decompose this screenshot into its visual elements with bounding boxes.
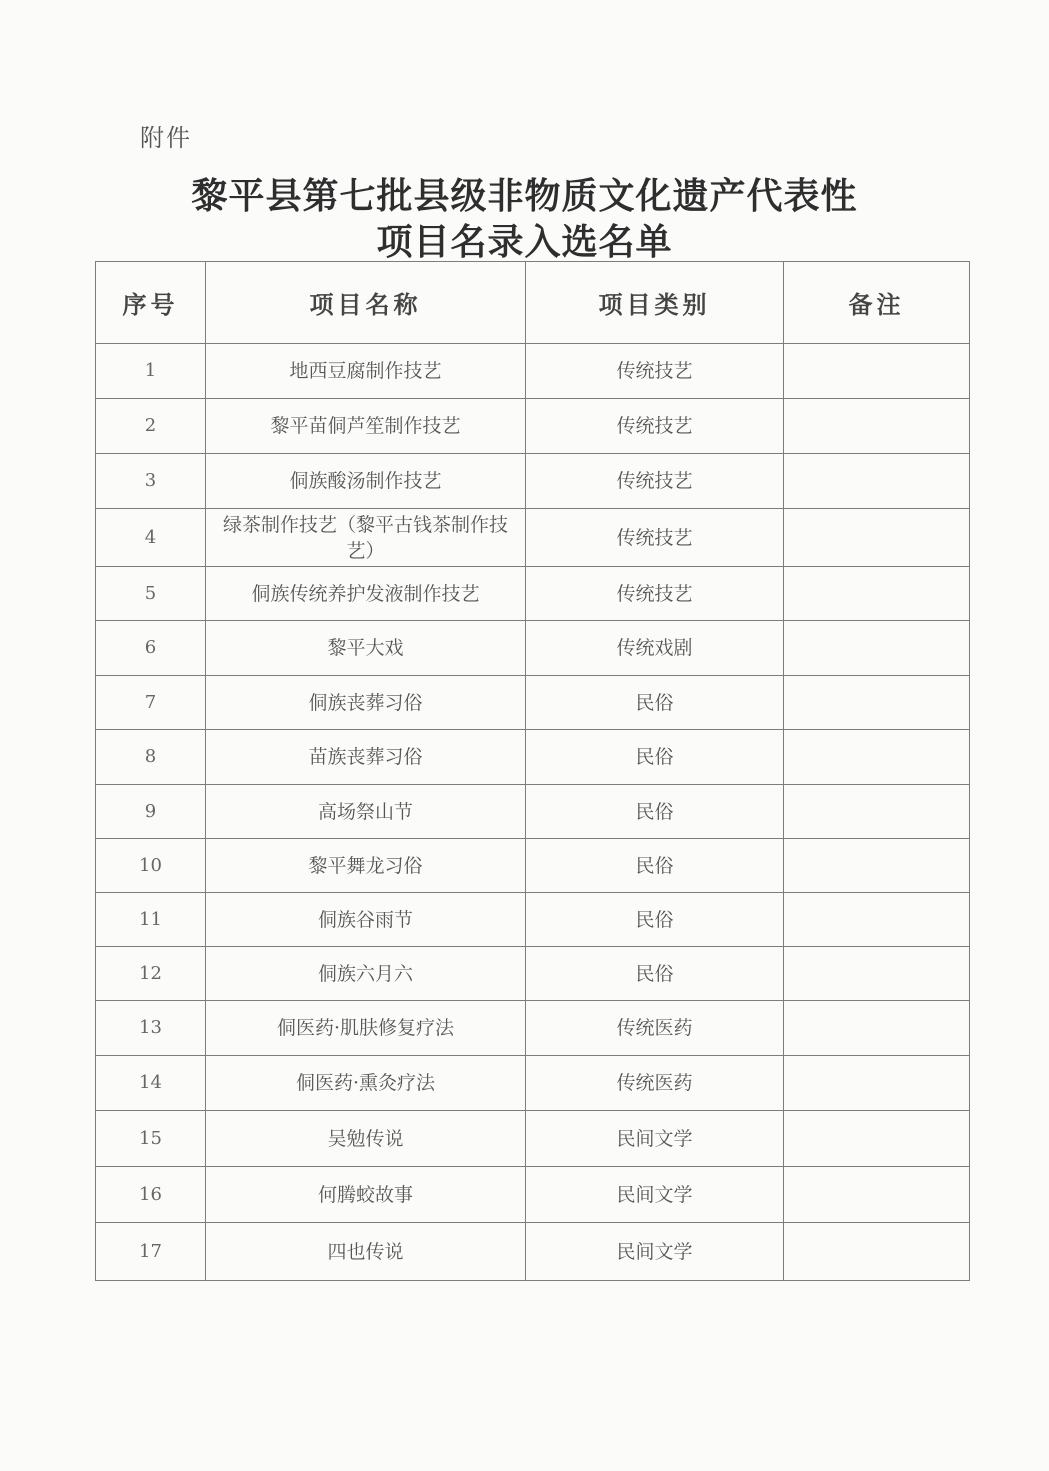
header-project-category: 项目类别 — [526, 262, 784, 344]
table-row — [96, 454, 970, 509]
row-project-category: 传统技艺 — [526, 567, 784, 621]
table-body — [96, 344, 970, 1281]
row-remarks — [784, 839, 970, 893]
row-project-category: 民俗 — [526, 839, 784, 893]
row-project-name: 绿茶制作技艺（黎平古钱茶制作技艺） — [206, 509, 526, 567]
row-project-name: 侗族谷雨节 — [206, 893, 526, 947]
row-serial-number: 4 — [96, 509, 206, 567]
row-project-name: 黎平苗侗芦笙制作技艺 — [206, 399, 526, 454]
row-remarks — [784, 1001, 970, 1056]
row-serial-number: 2 — [96, 399, 206, 454]
row-project-name: 侗族六月六 — [206, 947, 526, 1001]
row-remarks — [784, 730, 970, 785]
table-row — [96, 839, 970, 893]
row-project-category: 传统技艺 — [526, 344, 784, 399]
row-project-category: 传统技艺 — [526, 509, 784, 567]
table-row — [96, 1111, 970, 1167]
row-remarks — [784, 454, 970, 509]
table-header-row — [96, 262, 970, 344]
row-project-name: 侗医药·肌肤修复疗法 — [206, 1001, 526, 1056]
row-project-name: 高场祭山节 — [206, 785, 526, 839]
row-remarks — [784, 1223, 970, 1281]
row-serial-number: 7 — [96, 676, 206, 730]
table-row — [96, 567, 970, 621]
row-project-category: 民间文学 — [526, 1223, 784, 1281]
row-project-category: 民俗 — [526, 893, 784, 947]
row-serial-number: 9 — [96, 785, 206, 839]
row-remarks — [784, 676, 970, 730]
table-row — [96, 676, 970, 730]
row-remarks — [784, 1056, 970, 1111]
table-row — [96, 730, 970, 785]
row-serial-number: 6 — [96, 621, 206, 676]
row-serial-number: 10 — [96, 839, 206, 893]
row-remarks — [784, 567, 970, 621]
row-project-name: 侗医药·熏灸疗法 — [206, 1056, 526, 1111]
row-remarks — [784, 399, 970, 454]
document-title-line2: 项目名录入选名单 — [376, 221, 673, 263]
row-project-name: 吴勉传说 — [206, 1111, 526, 1167]
row-serial-number: 12 — [96, 947, 206, 1001]
table-row — [96, 893, 970, 947]
row-project-category: 传统技艺 — [526, 454, 784, 509]
row-project-name: 地西豆腐制作技艺 — [206, 344, 526, 399]
row-project-category: 传统医药 — [526, 1001, 784, 1056]
row-remarks — [784, 1167, 970, 1223]
row-project-name: 苗族丧葬习俗 — [206, 730, 526, 785]
row-project-category: 传统戏剧 — [526, 621, 784, 676]
row-remarks — [784, 344, 970, 399]
row-project-name: 黎平舞龙习俗 — [206, 839, 526, 893]
table-row — [96, 344, 970, 399]
table-row — [96, 509, 970, 567]
table-row — [96, 1223, 970, 1281]
row-remarks — [784, 621, 970, 676]
row-project-name: 四也传说 — [206, 1223, 526, 1281]
row-project-name: 侗族丧葬习俗 — [206, 676, 526, 730]
row-serial-number: 17 — [96, 1223, 206, 1281]
row-remarks — [784, 785, 970, 839]
header-project-name: 项目名称 — [206, 262, 526, 344]
row-remarks — [784, 947, 970, 1001]
row-serial-number: 1 — [96, 344, 206, 399]
document-title-line1: 黎平县第七批县级非物质文化遗产代表性 — [191, 175, 858, 217]
row-serial-number: 11 — [96, 893, 206, 947]
row-serial-number: 13 — [96, 1001, 206, 1056]
row-serial-number: 3 — [96, 454, 206, 509]
row-project-category: 民俗 — [526, 730, 784, 785]
row-serial-number: 14 — [96, 1056, 206, 1111]
table-row — [96, 399, 970, 454]
table-row — [96, 785, 970, 839]
header-remarks: 备注 — [784, 262, 970, 344]
row-remarks — [784, 893, 970, 947]
row-remarks — [784, 1111, 970, 1167]
table-row — [96, 1001, 970, 1056]
row-project-name: 何腾蛟故事 — [206, 1167, 526, 1223]
row-serial-number: 16 — [96, 1167, 206, 1223]
row-serial-number: 8 — [96, 730, 206, 785]
row-serial-number: 15 — [96, 1111, 206, 1167]
row-project-category: 民俗 — [526, 947, 784, 1001]
table-row — [96, 1167, 970, 1223]
row-project-category: 民间文学 — [526, 1111, 784, 1167]
row-project-category: 传统技艺 — [526, 399, 784, 454]
row-project-name: 侗族酸汤制作技艺 — [206, 454, 526, 509]
project-list-table — [95, 261, 970, 1281]
row-project-name: 黎平大戏 — [206, 621, 526, 676]
row-serial-number: 5 — [96, 567, 206, 621]
table-row — [96, 947, 970, 1001]
row-project-category: 民俗 — [526, 676, 784, 730]
table-row — [96, 1056, 970, 1111]
header-serial-number: 序号 — [96, 262, 206, 344]
row-project-category: 传统医药 — [526, 1056, 784, 1111]
table-row — [96, 621, 970, 676]
row-project-category: 民间文学 — [526, 1167, 784, 1223]
annex-label: 附件 — [140, 124, 192, 152]
row-project-name: 侗族传统养护发液制作技艺 — [206, 567, 526, 621]
row-project-category: 民俗 — [526, 785, 784, 839]
row-remarks — [784, 509, 970, 567]
